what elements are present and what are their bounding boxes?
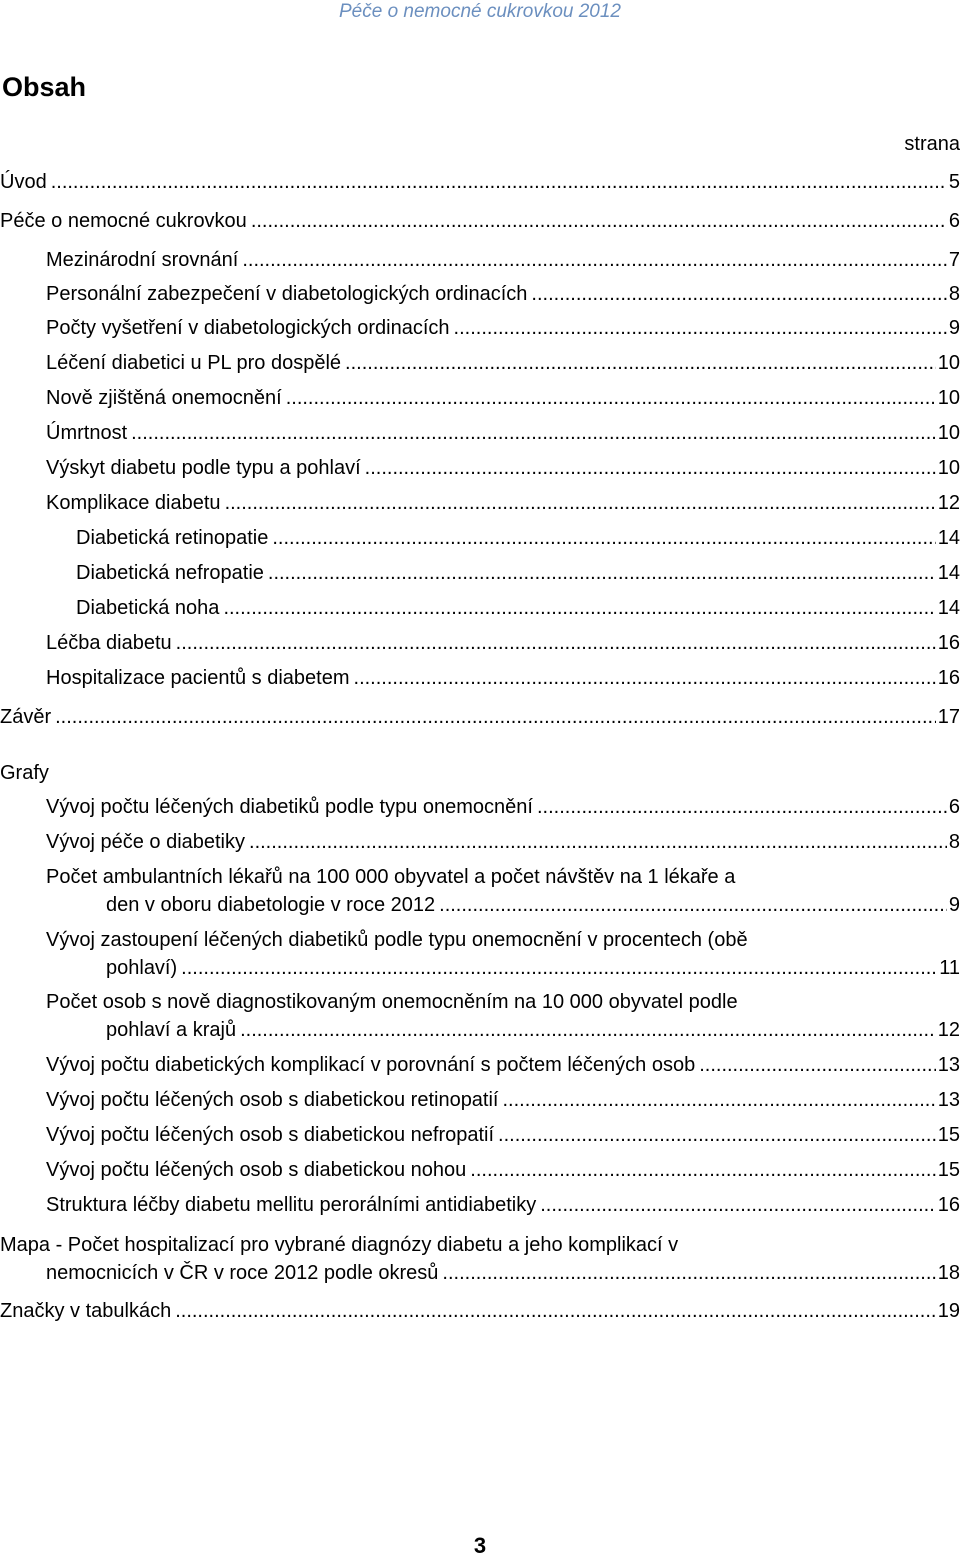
- dot-leader: [251, 207, 947, 235]
- toc-entry-page: 16: [937, 632, 960, 654]
- dot-leader: [345, 349, 936, 377]
- dot-leader: [442, 1259, 935, 1287]
- toc-entry-page: 5: [948, 171, 960, 193]
- dot-leader: [503, 1086, 936, 1114]
- dot-leader: [272, 524, 935, 552]
- graph-entry-label: Vývoj péče o diabetiky: [46, 831, 246, 853]
- graph-entry-page: 15: [937, 1124, 960, 1146]
- toc-entry-page: 10: [937, 352, 960, 374]
- toc-entry-label: Diabetická retinopatie: [76, 527, 269, 549]
- graph-entry-page: 6: [948, 796, 960, 818]
- running-header: Péče o nemocné cukrovkou 2012: [338, 1, 621, 22]
- dot-leader: [242, 246, 947, 274]
- toc-entry-label: Úmrtnost: [46, 422, 128, 444]
- graph-entry-page: 12: [937, 1019, 960, 1041]
- toc-entry-page: 14: [937, 597, 960, 619]
- graph-entry-label-line2: den v oboru diabetologie v roce 2012: [106, 894, 436, 916]
- graph-entry-label-line1: Počet ambulantních lékařů na 100 000 obyvatel a počet návštěv na 1 lékaře a: [46, 866, 736, 888]
- graph-entry-label: Vývoj počtu léčených diabetiků podle typu onemocnění: [46, 796, 533, 818]
- toc-entry-label: Komplikace diabetu: [46, 492, 221, 514]
- dot-leader: [268, 559, 936, 587]
- toc-entry-label: Závěr: [0, 706, 52, 728]
- dot-leader: [531, 280, 946, 308]
- dot-leader: [498, 1121, 936, 1149]
- dot-leader: [51, 168, 947, 196]
- toc-entry-page: 8: [948, 283, 960, 305]
- graph-entry-page: 16: [937, 1194, 960, 1216]
- dot-leader: [454, 314, 947, 342]
- toc-entry-page: 6: [948, 210, 960, 232]
- toc-entry-page: 7: [948, 249, 960, 271]
- toc-entry-page: 10: [937, 387, 960, 409]
- toc-entry-page: 16: [937, 667, 960, 689]
- dot-leader: [131, 419, 936, 447]
- graph-entry[interactable]: [0, 863, 960, 919]
- graph-entry-label-line1: Počet osob s nově diagnostikovaným onemocněním na 10 000 obyvatel podle: [46, 991, 738, 1013]
- graph-entry-label: Vývoj počtu léčených osob s diabetickou nefropatií: [46, 1124, 495, 1146]
- toc-entry-label: Diabetická noha: [76, 597, 220, 619]
- graph-entry-label: Vývoj počtu diabetických komplikací v porovnání s počtem léčených osob: [46, 1054, 696, 1076]
- toc-entry-page: 17: [937, 706, 960, 728]
- graph-entry-page: 13: [937, 1089, 960, 1111]
- symbols-entry-label: Značky v tabulkách: [0, 1300, 172, 1322]
- graph-entry-label: Struktura léčby diabetu mellitu perorálními antidiabetiky: [46, 1194, 537, 1216]
- toc-entry-page: 9: [948, 317, 960, 339]
- toc-entry-page: 14: [937, 527, 960, 549]
- dot-leader: [175, 1297, 936, 1325]
- page-title: Obsah: [2, 72, 87, 102]
- page-number: 3: [473, 1533, 487, 1558]
- dot-leader: [470, 1156, 935, 1184]
- map-entry[interactable]: [0, 1231, 960, 1287]
- map-entry-page: 18: [937, 1262, 960, 1284]
- dot-leader: [365, 454, 936, 482]
- toc-entry-page: 10: [937, 457, 960, 479]
- dot-leader: [354, 664, 936, 692]
- dot-leader: [540, 1191, 936, 1219]
- toc-entry-page: 12: [937, 492, 960, 514]
- graph-entry-label: Vývoj počtu léčených osob s diabetickou nohou: [46, 1159, 467, 1181]
- toc-entry-label: Péče o nemocné cukrovkou: [0, 210, 247, 232]
- toc-entry-page: 14: [937, 562, 960, 584]
- toc-entry-label: Počty vyšetření v diabetologických ordinacích: [46, 317, 450, 339]
- graphs-heading: Grafy: [0, 762, 49, 784]
- symbols-entry-page: 19: [937, 1300, 960, 1322]
- dot-leader: [439, 891, 947, 919]
- dot-leader: [176, 629, 936, 657]
- graph-entry-page: 9: [948, 894, 960, 916]
- dot-leader: [699, 1051, 936, 1079]
- graph-entry-page: 13: [937, 1054, 960, 1076]
- toc-entry-label: Úvod: [0, 171, 47, 193]
- graph-entry[interactable]: [0, 988, 960, 1044]
- graph-entry-page: 15: [937, 1159, 960, 1181]
- toc-entry-page: 10: [937, 422, 960, 444]
- toc-entry-label: Léčba diabetu: [46, 632, 172, 654]
- dot-leader: [55, 703, 936, 731]
- dot-leader: [249, 828, 947, 856]
- dot-leader: [225, 489, 936, 517]
- graph-entry-label-line2: pohlaví): [106, 957, 178, 979]
- graph-entry-label-line1: Vývoj zastoupení léčených diabetiků podle typu onemocnění v procentech (obě: [46, 929, 748, 951]
- graph-entry[interactable]: [0, 926, 960, 982]
- toc-entry-label: Mezinárodní srovnání: [46, 249, 239, 271]
- map-entry-label-line2: nemocnicích v ČR v roce 2012 podle okresů: [46, 1262, 439, 1284]
- dot-leader: [240, 1016, 936, 1044]
- graph-entry-label: Vývoj počtu léčených osob s diabetickou retinopatií: [46, 1089, 499, 1111]
- graph-entry-label-line2: pohlaví a krajů: [106, 1019, 237, 1041]
- toc-entry-label: Personální zabezpečení v diabetologických ordinacích: [46, 283, 528, 305]
- dot-leader: [223, 594, 935, 622]
- toc-entry-label: Léčení diabetici u PL pro dospělé: [46, 352, 342, 374]
- toc-entry-label: Nově zjištěná onemocnění: [46, 387, 282, 409]
- graph-entry-page: 8: [948, 831, 960, 853]
- dot-leader: [286, 384, 936, 412]
- dot-leader: [537, 793, 947, 821]
- page-column-label: strana: [904, 133, 960, 155]
- toc-entry-label: Diabetická nefropatie: [76, 562, 264, 584]
- map-entry-label-line1: Mapa - Počet hospitalizací pro vybrané diagnózy diabetu a jeho komplikací v: [0, 1234, 679, 1256]
- toc-entry-label: Hospitalizace pacientů s diabetem: [46, 667, 350, 689]
- graph-entry-page: 11: [939, 957, 960, 979]
- toc-entry-label: Výskyt diabetu podle typu a pohlaví: [46, 457, 361, 479]
- dot-leader: [181, 954, 937, 982]
